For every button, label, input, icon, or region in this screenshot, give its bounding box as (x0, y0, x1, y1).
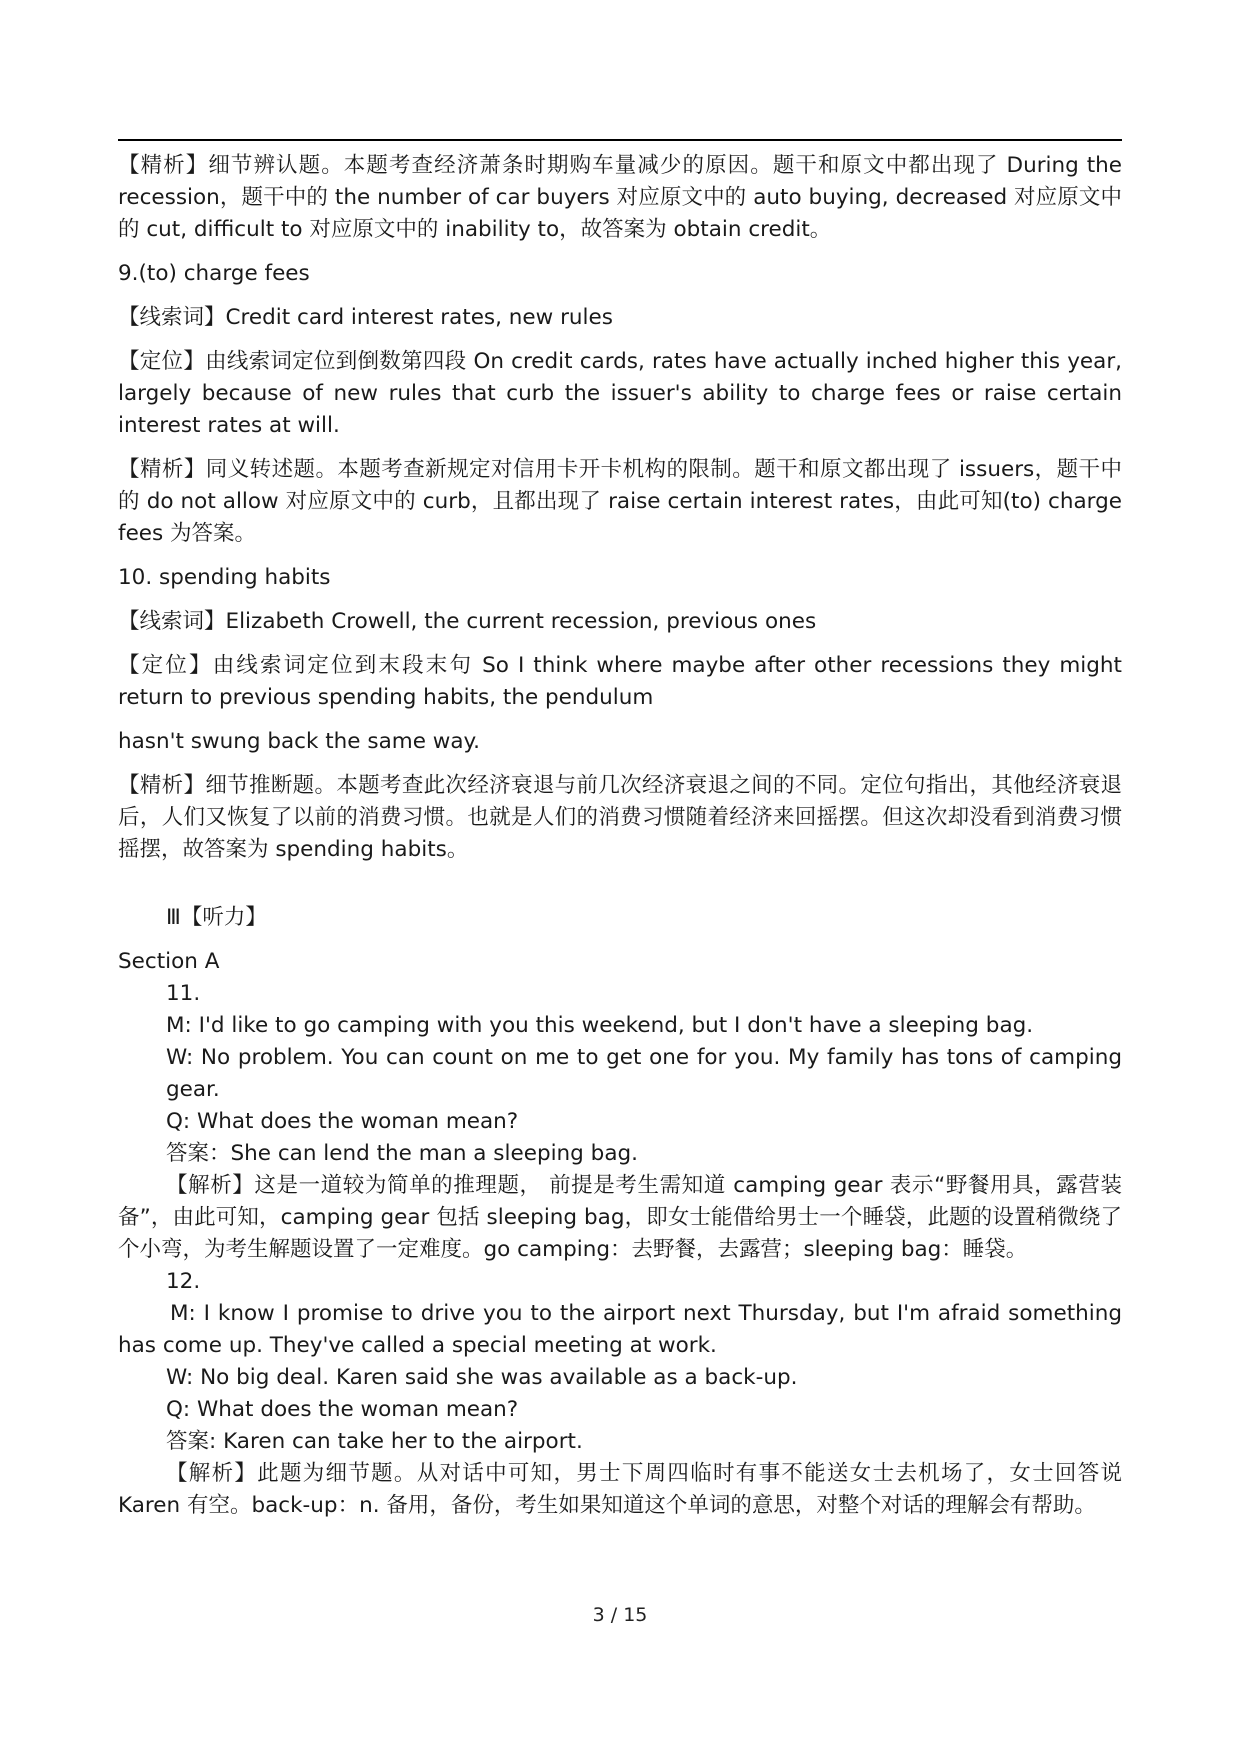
section-heading-listening: Ⅲ【听力】 (166, 905, 267, 930)
question-11-woman: W: No problem. You can count on me to get one for you. My family has tons of camping gear. (166, 1045, 1122, 1102)
question-12-question: Q: What does the woman mean? (166, 1397, 519, 1422)
question-12-answer: 答案: Karen can take her to the airport. (166, 1429, 583, 1454)
analysis-9: 【精析】同义转述题。本题考查新规定对信用卡开卡机构的限制。题干和原文都出现了 issuers，题干中的 do not allow 对应原文中的 curb，且都出现了 raise certain interest rates，由此可知(to) charge fees 为答案。 (118, 457, 1122, 546)
question-12-explanation: 【解析】此题为细节题。从对话中可知，男士下周四临时有事不能送女士去机场了，女士回答说 Karen 有空。back-up：n. 备用，备份，考生如果知道这个单词的意思，对整个对话的理解会有帮助。 (118, 1461, 1122, 1518)
question-11-man: M: I'd like to go camping with you this weekend, but I don't have a sleeping bag. (166, 1013, 1034, 1038)
location-10: 【定位】由线索词定位到末段末句 So I think where maybe after other recessions they might return to previous spending habits, the pendulum (118, 653, 1122, 710)
question-11-number: 11. (166, 981, 201, 1006)
page-content (118, 150, 1122, 1522)
analysis-paragraph: 【精析】细节辨认题。本题考查经济萧条时期购车量减少的原因。题干和原文中都出现了 During the recession，题干中的 the number of car buyers 对应原文中的 auto buying, decreased 对应原文中的 cut, difficult to 对应原文中的 inability to，故答案为 obtain credit。 (118, 153, 1122, 242)
answer-10: 10. spending habits (118, 565, 331, 590)
analysis-10: 【精析】细节推断题。本题考查此次经济衰退与前几次经济衰退之间的不同。定位句指出，其他经济衰退后，人们又恢复了以前的消费习惯。也就是人们的消费习惯随着经济来回摇摆。但这次却没看到消费习惯摇摆，故答案为 spending habits。 (118, 773, 1122, 862)
question-11-question: Q: What does the woman mean? (166, 1109, 519, 1134)
location-9: 【定位】由线索词定位到倒数第四段 On credit cards, rates have actually inched higher this year, largely because of new rules that curb the issuer's ability to charge fees or raise certain interest rates at will. (118, 349, 1122, 438)
question-11-answer: 答案：She can lend the man a sleeping bag. (166, 1141, 638, 1166)
question-12-number: 12. (166, 1269, 201, 1294)
question-12-woman: W: No big deal. Karen said she was available as a back-up. (166, 1365, 798, 1390)
answer-9: 9.(to) charge fees (118, 261, 310, 286)
section-a-label: Section A (118, 949, 220, 974)
clue-words-9: 【线索词】Credit card interest rates, new rules (118, 305, 613, 330)
header-rule (118, 139, 1122, 141)
clue-words-10: 【线索词】Elizabeth Crowell, the current recession, previous ones (118, 609, 817, 634)
question-11-explanation: 【解析】这是一道较为简单的推理题， 前提是考生需知道 camping gear 表示“野餐用具，露营装备”，由此可知，camping gear 包括 sleeping bag，即女士能借给男士一个睡袋，此题的设置稍微绕了个小弯，为考生解题设置了一定难度。go camping：去野餐，去露营；sleeping bag：睡袋。 (118, 1173, 1122, 1262)
location-10-continued: hasn't swung back the same way. (118, 729, 481, 754)
question-12-man: M: I know I promise to drive you to the airport next Thursday, but I'm afraid something has come up. They've called a special meeting at work. (118, 1301, 1122, 1358)
page-number: 3 / 15 (592, 1604, 648, 1626)
